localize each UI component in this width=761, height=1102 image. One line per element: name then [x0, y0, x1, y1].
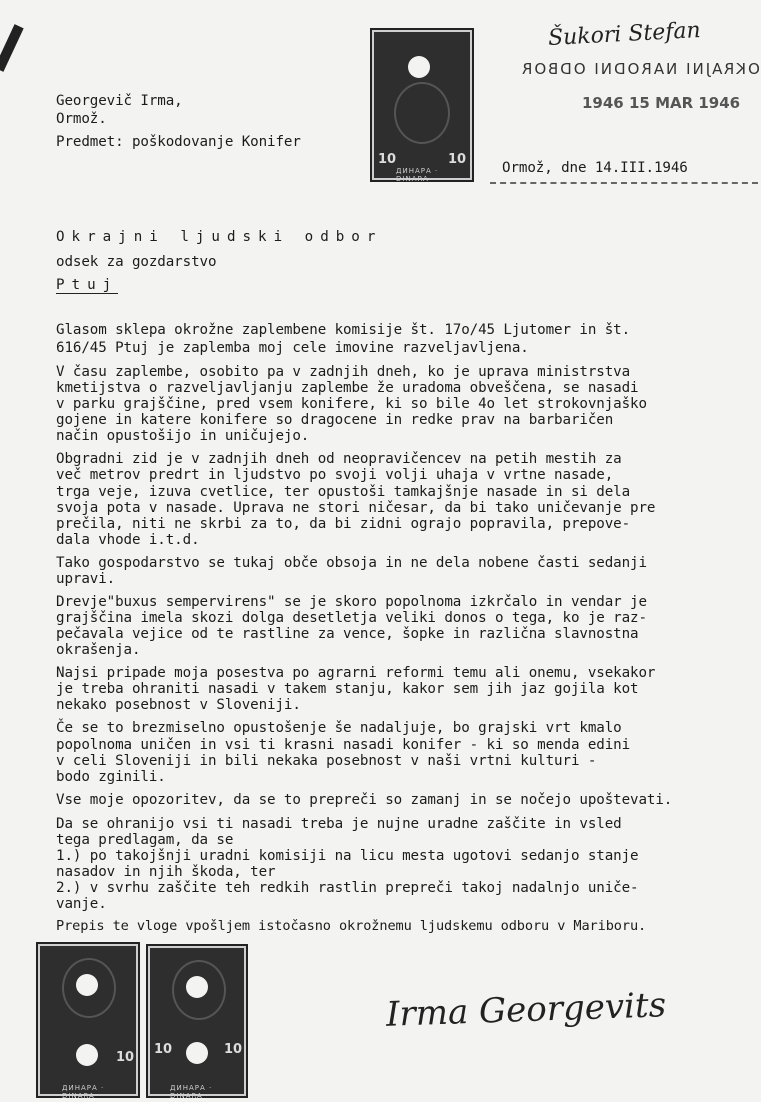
stamp-perforation: [76, 1044, 98, 1066]
scan-mark: [0, 24, 24, 72]
body-line: v parku grajščine, pred vsem konifere, ki so bile 4o let strokovnjaško: [56, 396, 647, 412]
body-line: Če se to brezmiselno opustošenje še nadaljuje, bo grajski vrt kmalo: [56, 720, 622, 736]
stamp-currency-text: ДИНАРА · DINARA: [396, 167, 439, 183]
subject-line: Predmet: poškodovanje Konifer: [56, 134, 301, 150]
body-line: V času zaplembe, osobito pa v zadnjih dneh, ko je uprava ministrstva: [56, 364, 631, 380]
body-line: pečavala vejice od te rastline za vence, šopke in različna slavnostna: [56, 626, 639, 642]
stamp-value-right: 10: [224, 1042, 243, 1057]
revenue-stamp-bottom-right: [146, 944, 248, 1098]
body-line: Tako gospodarstvo se tukaj obče obsoja in ne dela nobene časti sedanji: [56, 555, 647, 571]
body-line: nekako posebnost v Sloveniji.: [56, 697, 301, 713]
body-line: dala vhode i.t.d.: [56, 532, 200, 548]
body-line: nasadov in njih škoda, ter: [56, 864, 276, 880]
stamp-currency-text: ДИНАРА · DINARA: [62, 1084, 105, 1100]
stamp-perforation: [76, 974, 98, 996]
body-line: 616/45 Ptuj je zaplemba moj cele imovine razveljavljena.: [56, 340, 529, 356]
body-line: kmetijstva o razveljavljanju zaplembe že uradoma obveščena, se nasadi: [56, 380, 639, 396]
body-line: prečila, niti ne skrbi za to, da bi zidni ograjo popravila, prepove-: [56, 516, 631, 532]
body-line: gojene in katere konifere so dragocene in redke prav na barbaričen: [56, 412, 614, 428]
body-line: 1.) po takojšnji uradni komisiji na licu mesta ugotovi sedanjo stanje: [56, 848, 639, 864]
recipient-line-2: odsek za gozdarstvo: [56, 254, 217, 270]
signature: Irma Georgevits: [385, 985, 667, 1035]
body-line: način opustošijo in uničujejo.: [56, 428, 310, 444]
stamp-perforation: [186, 1042, 208, 1064]
recipient-line-1: Okrajni ljudski odbor: [56, 229, 383, 245]
body-line: grajščina imela skozi dolga desetletja veliki donos o tega, ko je raz-: [56, 610, 647, 626]
handwritten-note: Šukori Stefan: [547, 18, 702, 51]
body-line: Prepis te vloge vpošljem istočasno okrožnemu ljudskemu odboru v Mariboru.: [56, 918, 647, 934]
body-line: okrašenja.: [56, 642, 141, 658]
coat-of-arms-icon: [394, 82, 450, 144]
sender-place: Ormož.: [56, 111, 107, 127]
stamp-perforation: [408, 56, 430, 78]
body-line: tega predlagam, da se: [56, 832, 234, 848]
stamp-value-left: 10: [154, 1042, 173, 1057]
stamp-currency-text: ДИНАРА · DINARA: [170, 1084, 213, 1100]
body-line: trga veje, izuva cvetlice, ter opustoši tamkajšnje nasade in si dela: [56, 484, 631, 500]
revenue-stamp-bottom-left: [36, 942, 140, 1098]
body-line: Glasom sklepa okrožne zaplembene komisije št. 17o/45 Ljutomer in št.: [56, 322, 631, 338]
body-line: 2.) v svrhu zaščite teh redkih rastlin prepreči takoj nadalnjo uniče-: [56, 880, 639, 896]
body-line: Najsi pripade moja posestva po agrarni reformi temu ali onemu, vsekakor: [56, 665, 656, 681]
revenue-stamp-top: [370, 28, 474, 182]
body-line: Vse moje opozoritev, da se to prepreči so zamanj in se nočejo upoštevati.: [56, 792, 673, 808]
sender-name: Georgevič Irma,: [56, 93, 183, 109]
stamp-value-right: 10: [116, 1050, 135, 1065]
body-line: popolnoma uničen in vsi ti krasni nasadi konifer - ki so menda edini: [56, 737, 631, 753]
body-line: Obgradni zid je v zadnjih dneh od neopravičencev na petih mestih za: [56, 451, 622, 467]
body-line: Da se ohranijo vsi ti nasadi treba je nujne uradne zaščite in vsled: [56, 816, 622, 832]
stamp-value-right: 10: [448, 152, 467, 167]
stamp-value-left: 10: [378, 152, 397, 167]
body-line: v celi Sloveniji in bili nekaka posebnost v naši vrtni kulturi -: [56, 753, 597, 769]
body-line: upravi.: [56, 571, 116, 587]
body-line: vanje.: [56, 896, 107, 912]
body-line: bodo zginili.: [56, 769, 166, 785]
office-stamp-text: OKRAJNI NARODNI ODBOR: [520, 60, 760, 78]
stamp-perforation: [186, 976, 208, 998]
office-stamp-date: 1946 15 MAR 1946: [582, 94, 741, 112]
body-line: več metrov predrt in ljudstvo po svoji volji uhaja v vrtne nasade,: [56, 467, 614, 483]
place-date: Ormož, dne 14.III.1946: [502, 160, 688, 176]
recipient-line-3: Ptuj: [56, 277, 119, 293]
body-line: je treba ohraniti nasadi v takem stanju, kakor sem jih jaz gojila kot: [56, 681, 639, 697]
body-line: svoja pota v nasade. Uprava ne stori ničesar, da bi tako uničevanje pre: [56, 500, 656, 516]
body-line: Drevje"buxus sempervirens" se je skoro popolnoma izkrčalo in vendar je: [56, 594, 647, 610]
